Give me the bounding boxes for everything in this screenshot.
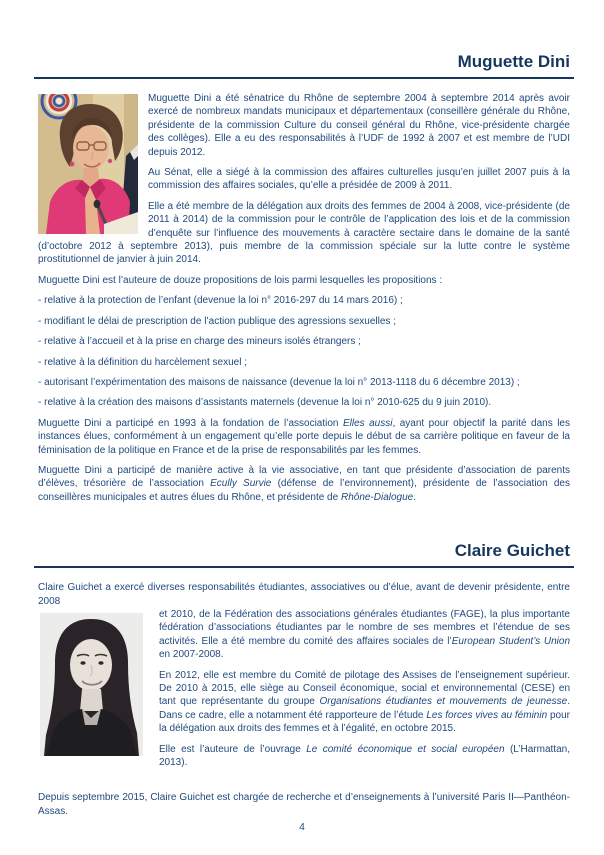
section-claire-guichet [38,511,570,818]
section-body [38,79,570,504]
paragraph-continuation: et 2010, de la Fédération des associations générales étudiantes (FAGE), la plus importante fédération d’associations étudiantes par le nombre de ses membres et l’étendue de ses activités. Elle a été membre du comité des affaires sociales de l’European Student’s Union en 2007-2008. [159,608,571,661]
paragraph: Elle est l’auteure de l’ouvrage Le comité économique et social européen (L’Harmattan, 2013). [159,743,570,769]
law-list-item: - relative à la création des maisons d’assistants maternels (devenue la loi n° 2010-625 du 9 juin 2010). [38,397,492,409]
law-list-item: - modifiant le délai de prescription de l’action publique des agressions sexuelles ; [38,315,396,327]
muguette-dini-photo [38,94,138,234]
law-list-item: - relative à l’accueil et à la prise en charge des mineurs isolés étrangers ; [38,336,361,348]
paragraph-first-line: Claire Guichet a exercé diverses responsabilités étudiantes, associatives ou d’élue, avant de devenir présidente, entre 2008 [38,582,570,607]
paragraph: Au Sénat, elle a siégé à la commission des affaires culturelles jusqu’en juillet 2007 puis à la commission des affaires sociales, qu’elle a présidée de 2009 à 2011. [148,167,570,192]
paragraph: Muguette Dini a participé en 1993 à la fondation de l’association Elles aussi, ayant pour objectif la parité dans les instances élues, conformément à un engagement qu’elle porte depuis le début de sa carrière politique en faveur de la féminisation de la politique en France et de la prise de responsabilités par les femmes. [38,417,570,456]
section-title-claire-guichet: Claire Guichet [454,541,570,561]
paragraph: Depuis septembre 2015, Claire Guichet est chargée de recherche et d’enseignements à l’université Paris II—Panthéon-Assas. [38,792,570,817]
law-list-item: - relative à la protection de l’enfant (devenue la loi n° 2016-297 du 14 mars 2016) ; [38,295,403,307]
section-muguette-dini [38,0,570,504]
law-list-item: - autorisant l’expérimentation des maisons de naissance (devenue la loi n° 2013-1118 du 6 décembre 2013) ; [38,376,520,388]
section-title-muguette-dini: Muguette Dini [457,52,570,71]
law-list-item: - relative à la définition du harcèlement sexuel ; [38,356,248,368]
page-number: 4 [299,822,305,833]
paragraph: Elle a été membre de la délégation aux droits des femmes de 2004 à 2008, vice-présidente (de 2011 à 2014) de la commission pour le contrôle de l’application des lois et de la commission d’enquête sur l’influence des mouvements à caractère sectaire dans le domaine de la santé (d’octobre 2012 à septembre 2013), puis membre de la commission spéciale sur la lutte contre le système prostitutionnel de janvier à juin 2014. [38,200,570,266]
paragraph: En 2012, elle est membre du Comité de pilotage des Assises de l’enseignement supérieur. De 2010 à 2015, elle siège au Conseil économique, social et environnemental (CESE) en tant que représentante du groupe Organisations étudiantes et mouvements de jeunesse. Dans ce cadre, elle a notamment été rapporteure de l’étude Les forces vives au féminin pour la délégation aux droits des femmes et à l’égalité, en octobre 2015. [159,669,570,735]
wrapped-body [38,608,570,769]
paragraph: Muguette Dini a participé de manière active à la vie associative, en tant que présidente d’association de parents d’élèves, trésorière de l’association Ecully Survie (défense de l’environnement), présidente de l’association des conseillères municipales et autres élues du Rhône, et présidente de Rhône-Dialogue. [38,464,570,503]
paragraph: Muguette Dini a été sénatrice du Rhône de septembre 2004 à septembre 2014 après avoir exercé de nombreux mandats municipaux et départementaux (conseillère générale du Rhône, présidente de la commission Culture du conseil général du Rhône, vice-présidente chargée des collèges). Elle a eu des responsabilités à l’UDF de 1992 à 2007 et est membre de l’UDI depuis 2012. [148,93,570,158]
claire-guichet-photo [40,613,143,756]
section-body [38,568,570,818]
law-list-intro: Muguette Dini est l’auteure de douze propositions de lois parmi lesquelles les propositions : [38,274,443,286]
